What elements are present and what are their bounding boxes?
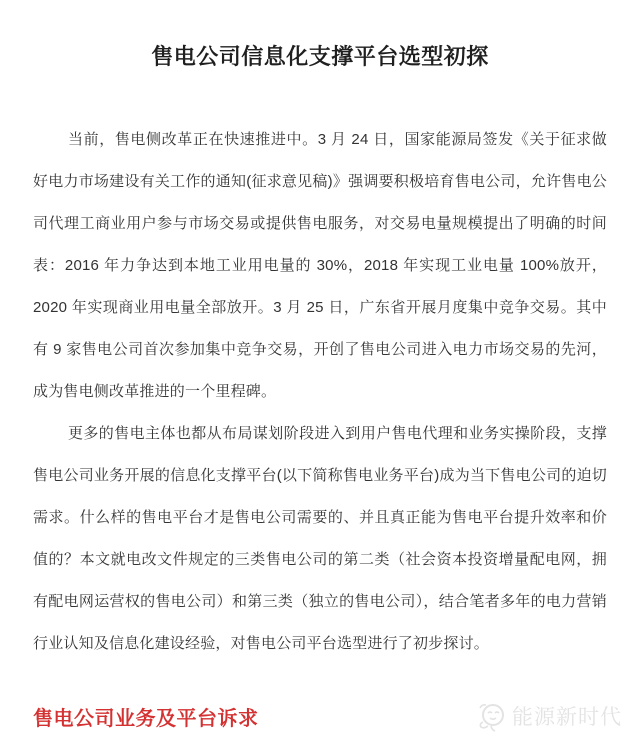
article-paragraph-2: 更多的售电主体也都从布局谋划阶段进入到用户售电代理和业务实操阶段，支撑售电公司业务开展的信息化支撑平台(以下简称售电业务平台)成为当下售电公司的迫切需求。什么样的售电平台才是售电公司需要的、并且真正能为售电平台提升效率和价值的？本文就电改文件规定的三类售电公司的第二类（社会资本投资增量配电网，拥有配电网运营权的售电公司）和第三类（独立的售电公司），结合笔者多年的电力营销行业认知及信息化建设经验，对售电公司平台选型进行了初步探讨。 — [33, 425, 607, 652]
watermark — [477, 700, 622, 732]
footer-row — [33, 696, 622, 736]
section-heading: 售电公司业务及平台诉求 — [33, 707, 259, 730]
watermark-label: 能源新时代 — [512, 706, 622, 729]
article-body — [33, 119, 607, 665]
article-title: 售电公司信息化支撑平台选型初探 — [151, 44, 489, 69]
mascot-smiley-icon — [477, 700, 507, 732]
article-paragraph-1: 当前，售电侧改革正在快速推进中。3 月 24 日，国家能源局签发《关于征求做好电力市场建设有关工作的通知(征求意见稿)》强调要积极培育售电公司，允许售电公司代理工商业用户参与市场交易或提供售电服务，对交易电量规模提出了明确的时间表：2016 年力争达到本地工业用电量的 30%，2018 年实现工业电量 100%放开，2020 年实现商业用电量全部放开。3 月 25 日，广东省开展月度集中竞争交易。其中有 9 家售电公司首次参加集中竞争交易，开创了售电公司进入电力市场交易的先河，成为售电侧改革推进的一个里程碑。 — [33, 131, 607, 400]
